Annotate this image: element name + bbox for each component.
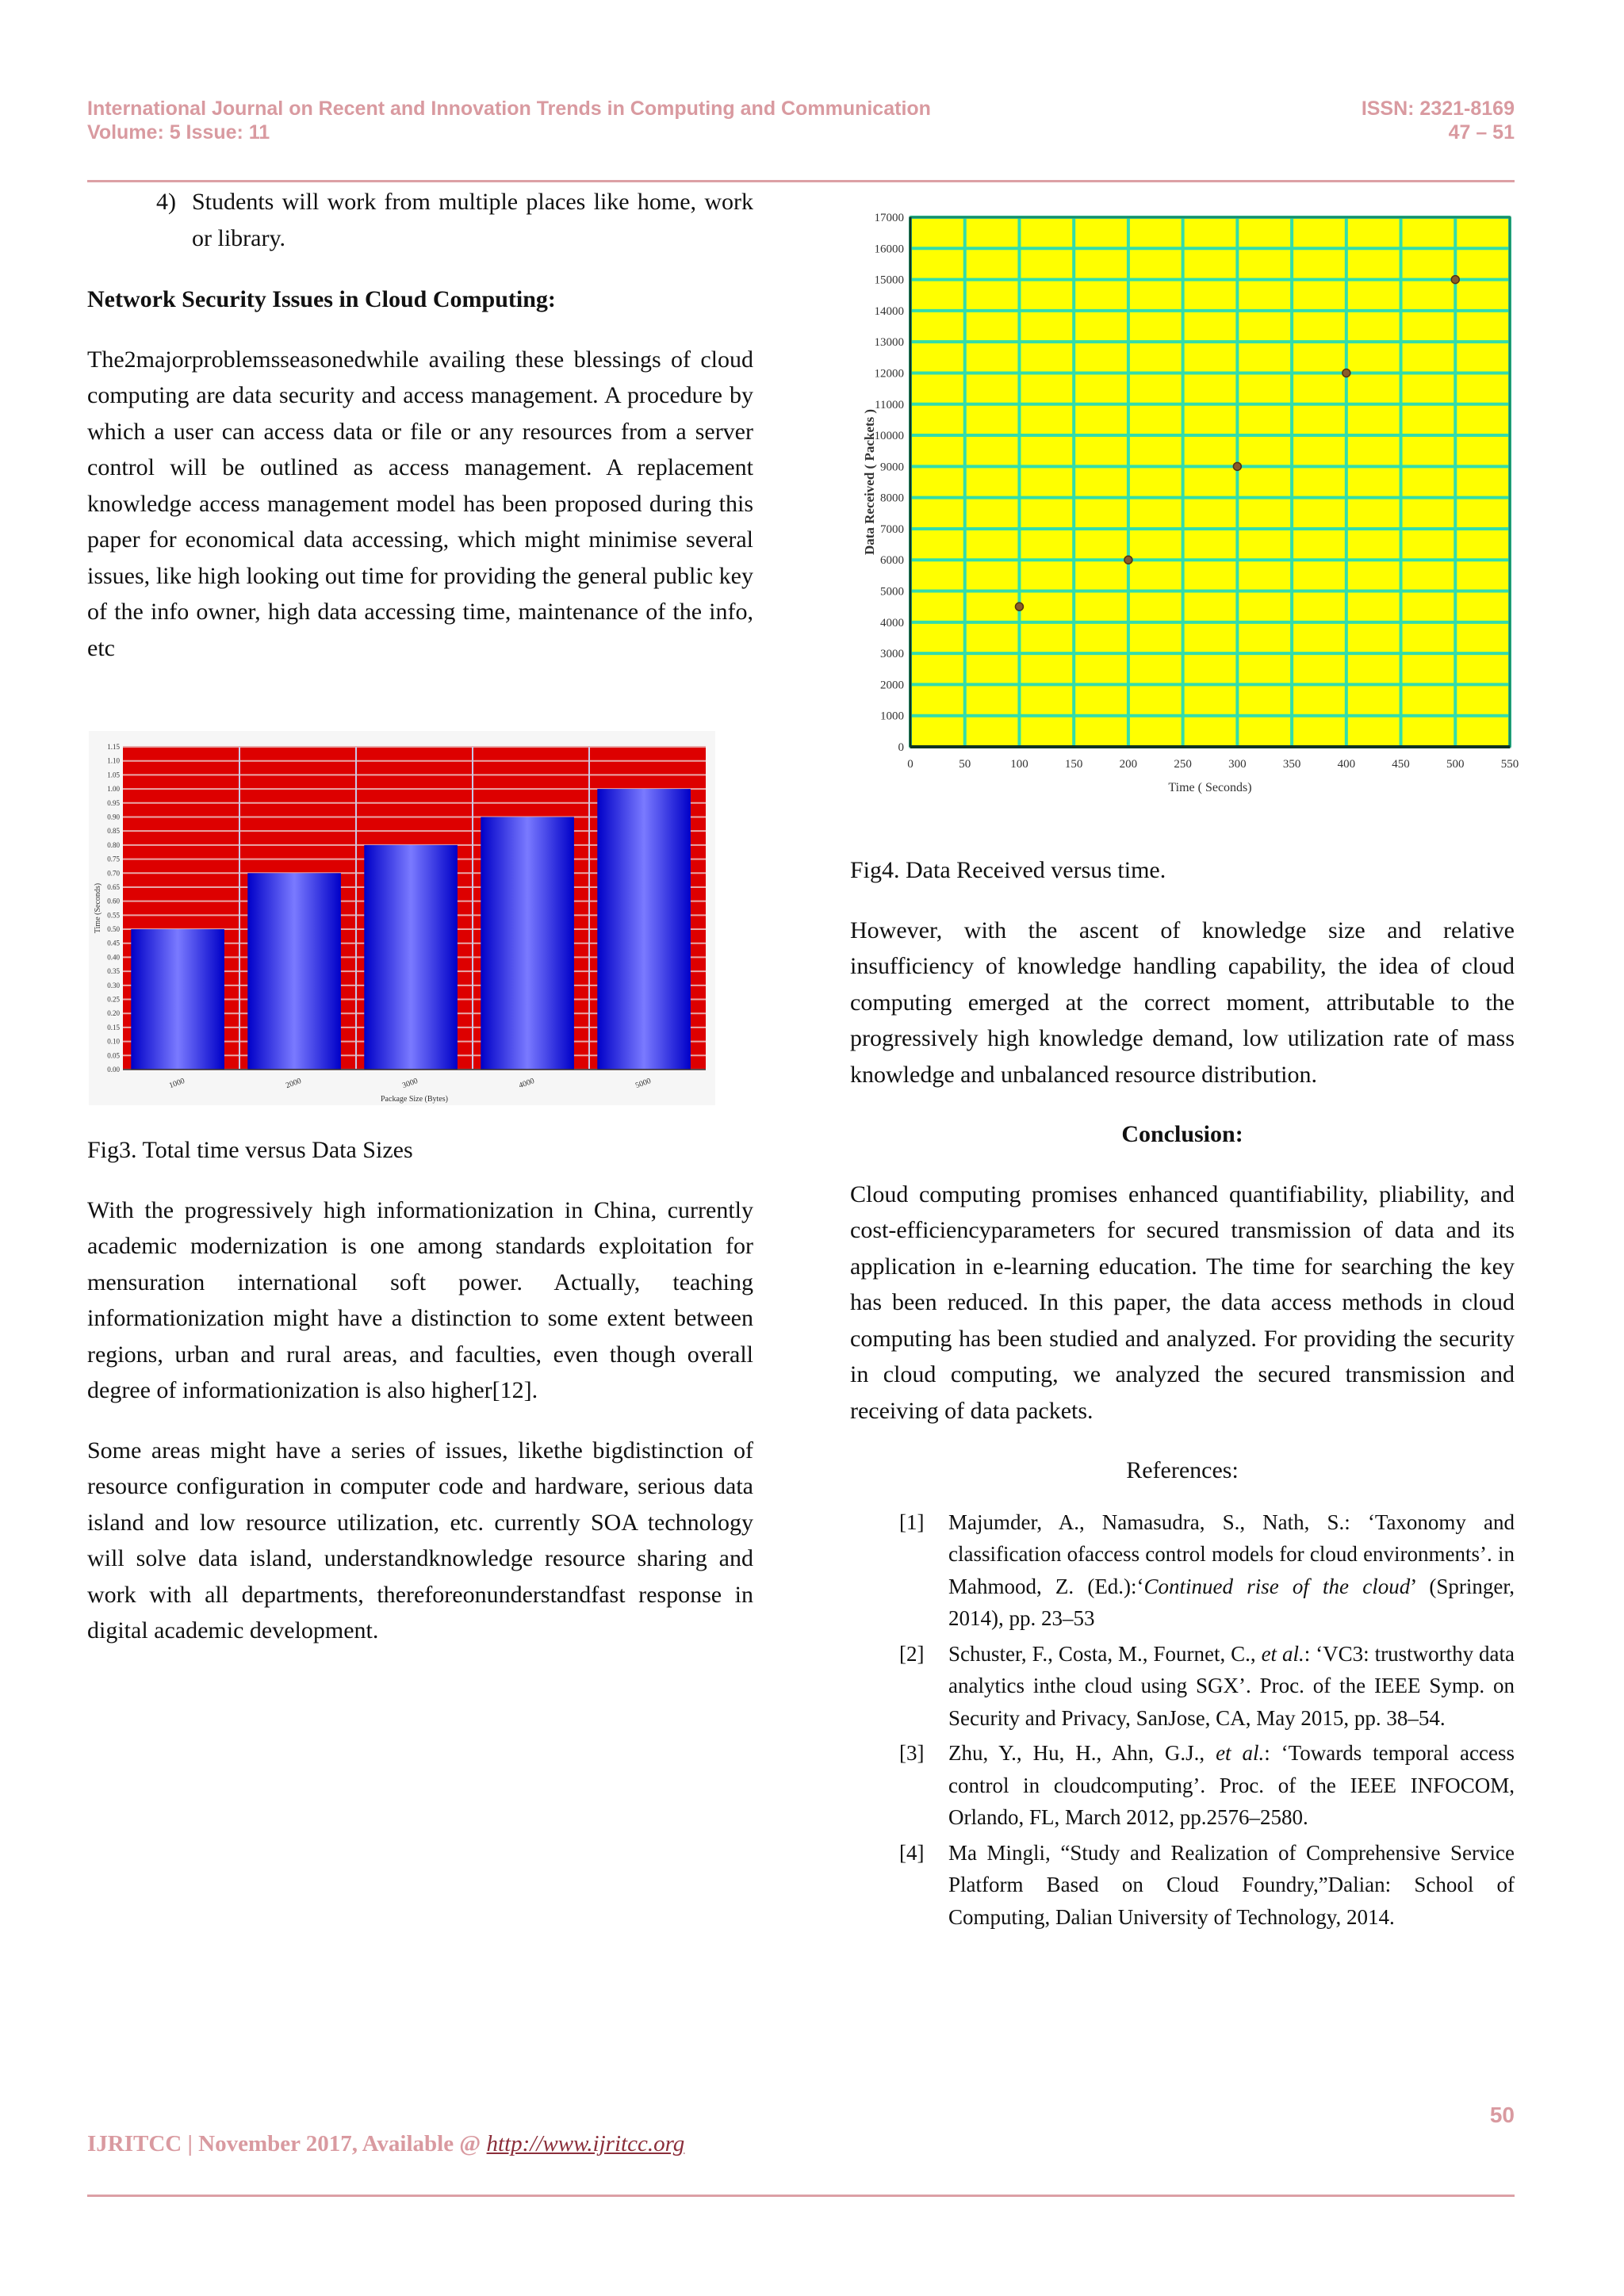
svg-text:Package Size (Bytes): Package Size (Bytes): [381, 1095, 448, 1104]
svg-text:5000: 5000: [634, 1077, 653, 1091]
svg-text:0.65: 0.65: [107, 882, 120, 891]
svg-text:550: 550: [1500, 758, 1519, 771]
reference-text: Majumder, A., Namasudra, S., Nath, S.: ‘Taxonomy and classification ofaccess control models for cloud environments’. in Mahmood, Z. (Ed.):‘Continued rise of the cloud’ (Springer, 2014), pp. 23–53: [948, 1510, 1515, 1630]
svg-text:Time (Seconds): Time (Seconds): [94, 882, 102, 934]
figure-3-bar-chart: [89, 731, 715, 1105]
reference-text: Zhu, Y., Hu, H., Ahn, G.J., et al.: ‘Towards temporal access control in cloudcomputing’. Proc. of the IEEE INFOCOM, Orlando, FL, March 2012, pp.2576–2580.: [948, 1741, 1515, 1829]
conclusion-heading: Conclusion:: [1121, 1121, 1243, 1147]
svg-text:1.00: 1.00: [107, 785, 120, 794]
journal-title: International Journal on Recent and Innovation Trends in Computing and Communication: [87, 98, 931, 120]
svg-text:2000: 2000: [284, 1077, 303, 1091]
svg-text:12000: 12000: [874, 367, 904, 381]
svg-text:3000: 3000: [880, 648, 904, 661]
svg-text:0: 0: [898, 741, 904, 754]
svg-text:4000: 4000: [517, 1077, 536, 1091]
svg-text:1.10: 1.10: [107, 756, 120, 765]
svg-text:0.35: 0.35: [107, 967, 120, 976]
svg-text:0.70: 0.70: [107, 869, 120, 878]
svg-text:500: 500: [1446, 758, 1465, 771]
svg-text:3000: 3000: [400, 1077, 419, 1091]
reference-item: [899, 1737, 1515, 1834]
journal-link[interactable]: http://www.ijritcc.org: [486, 2131, 685, 2156]
svg-text:11000: 11000: [875, 398, 904, 411]
svg-text:1000: 1000: [167, 1077, 186, 1091]
svg-text:Time ( Seconds): Time ( Seconds): [1168, 781, 1252, 794]
svg-text:0.00: 0.00: [107, 1066, 120, 1073]
page-footer: [87, 2131, 684, 2157]
reference-number: [2]: [899, 1641, 925, 1666]
volume-issue: Volume: 5 Issue: 11: [87, 121, 270, 144]
bar-chart-svg: [89, 731, 715, 1105]
svg-text:1000: 1000: [880, 710, 904, 723]
svg-text:0.15: 0.15: [107, 1023, 120, 1031]
svg-text:100: 100: [1010, 758, 1028, 771]
list-number: 4): [156, 189, 176, 215]
reference-item: [899, 1837, 1515, 1934]
list-item: [87, 184, 753, 256]
paragraph: However, with the ascent of knowledge size and relative insufficiency of knowledge handling capability, the idea of cloud computing emerged at the correct moment, attributable to the progressively high knowledge demand, low utilization rate of mass knowledge and unbalanced resource distribution.: [850, 916, 1515, 1088]
section-heading: Network Security Issues in Cloud Computing:: [87, 286, 556, 312]
figure-3-caption: Fig3. Total time versus Data Sizes: [87, 1137, 413, 1163]
svg-text:0.55: 0.55: [107, 911, 120, 920]
page-number: 50: [1489, 2103, 1515, 2127]
figure-4-caption: Fig4. Data Received versus time.: [850, 857, 1166, 883]
footer-divider: [87, 2195, 1515, 2197]
paragraph: With the progressively high informationization in China, currently academic modernization is one among standards exploitation for mensuration international soft power. Actually, teaching informationization might have a distinction to some extent between regions, urban and rural areas, and faculties, even though overall degree of informationization is also higher[12].: [87, 1196, 753, 1403]
svg-text:1.15: 1.15: [107, 743, 120, 751]
left-column: [87, 184, 753, 666]
svg-text:0.95: 0.95: [107, 798, 120, 807]
svg-text:0.85: 0.85: [107, 827, 120, 836]
svg-text:9000: 9000: [880, 461, 904, 474]
conclusion-paragraph: Cloud computing promises enhanced quantifiability, pliability, and cost-efficiencyparameters for secured transmission of data and its application in e-learning education. The time for searching the key has been reduced. In this paper, the data access methods in cloud computing has been studied and analyzed. For providing the security in cloud computing, we analyzed the secured transmission and receiving of data packets.: [850, 1181, 1515, 1424]
header-divider: [87, 180, 1515, 182]
svg-text:0.90: 0.90: [107, 813, 120, 821]
svg-text:1.05: 1.05: [107, 771, 120, 779]
right-column: [850, 852, 1515, 1933]
svg-text:300: 300: [1228, 758, 1247, 771]
svg-text:0.05: 0.05: [107, 1051, 120, 1060]
footer-text: IJRITCC | November 2017, Available @: [87, 2131, 487, 2156]
svg-text:150: 150: [1064, 758, 1083, 771]
svg-text:10000: 10000: [874, 430, 904, 443]
svg-text:0.30: 0.30: [107, 981, 120, 989]
issn: ISSN: 2321-8169: [1361, 98, 1515, 120]
svg-text:5000: 5000: [880, 585, 904, 599]
references-list: [850, 1506, 1515, 1934]
paragraph: The2majorproblemsseasonedwhile availing these blessings of cloud computing are data security and access management. A procedure by which a user can access data or file or any resources from a server control will be outlined as access management. A replacement knowledge access management model has been proposed during this paper for economical data accessing, which might minimise several issues, like high looking out time for providing the general public key of the info owner, high data accessing time, maintenance of the info, etc: [87, 346, 753, 661]
svg-text:450: 450: [1392, 758, 1410, 771]
svg-text:0: 0: [907, 758, 914, 771]
paragraph: Some areas might have a series of issues, likethe bigdistinction of resource configuration in computer code and hardware, serious data island and low resource utilization, etc. currently SOA technology will solve data island, understandknowledge resource sharing and work with all departments, thereforeonunderstandfast response in digital academic development.: [87, 1437, 753, 1644]
svg-text:15000: 15000: [874, 274, 904, 287]
reference-number: [1]: [899, 1510, 925, 1534]
svg-text:400: 400: [1337, 758, 1356, 771]
svg-text:14000: 14000: [874, 304, 904, 318]
reference-number: [4]: [899, 1840, 925, 1865]
figure-4-scatter-chart: [858, 208, 1548, 826]
svg-text:0.80: 0.80: [107, 840, 120, 849]
svg-text:17000: 17000: [874, 212, 904, 224]
svg-text:8000: 8000: [880, 492, 904, 505]
svg-text:250: 250: [1174, 758, 1192, 771]
reference-number: [3]: [899, 1741, 925, 1765]
svg-text:350: 350: [1282, 758, 1301, 771]
svg-text:2000: 2000: [880, 679, 904, 692]
svg-text:0.45: 0.45: [107, 939, 120, 947]
svg-text:16000: 16000: [874, 243, 904, 256]
reference-text: Ma Mingli, “Study and Realization of Comprehensive Service Platform Based on Cloud Foundry,”Dalian: School of Computing, Dalian University of Technology, 2014.: [948, 1840, 1515, 1929]
scatter-chart-svg: [858, 208, 1548, 826]
reference-item: [899, 1638, 1515, 1735]
reference-item: [899, 1506, 1515, 1635]
svg-text:200: 200: [1119, 758, 1138, 771]
svg-text:0.50: 0.50: [107, 925, 120, 934]
svg-text:0.10: 0.10: [107, 1037, 120, 1046]
page-range: 47 – 51: [1448, 121, 1515, 144]
svg-text:4000: 4000: [880, 616, 904, 629]
svg-text:50: 50: [959, 758, 971, 771]
svg-text:7000: 7000: [880, 522, 904, 536]
svg-text:Data Received ( Packets ): Data Received ( Packets ): [862, 408, 877, 556]
left-column-lower: [87, 1132, 753, 1649]
references-heading: References:: [1126, 1457, 1239, 1483]
list-text: Students will work from multiple places like home, work or library.: [192, 189, 753, 251]
svg-text:13000: 13000: [874, 336, 904, 350]
svg-text:0.60: 0.60: [107, 897, 120, 905]
svg-text:0.75: 0.75: [107, 855, 120, 863]
reference-text: Schuster, F., Costa, M., Fournet, C., et al.: ‘VC3: trustworthy data analytics inthe cloud using SGX’. Proc. of the IEEE Symp. on Security and Privacy, SanJose, CA, May 2015, pp. 38–54.: [948, 1641, 1515, 1730]
svg-text:6000: 6000: [880, 554, 904, 568]
svg-text:0.20: 0.20: [107, 1009, 120, 1018]
svg-text:0.40: 0.40: [107, 953, 120, 962]
svg-text:0.25: 0.25: [107, 995, 120, 1004]
